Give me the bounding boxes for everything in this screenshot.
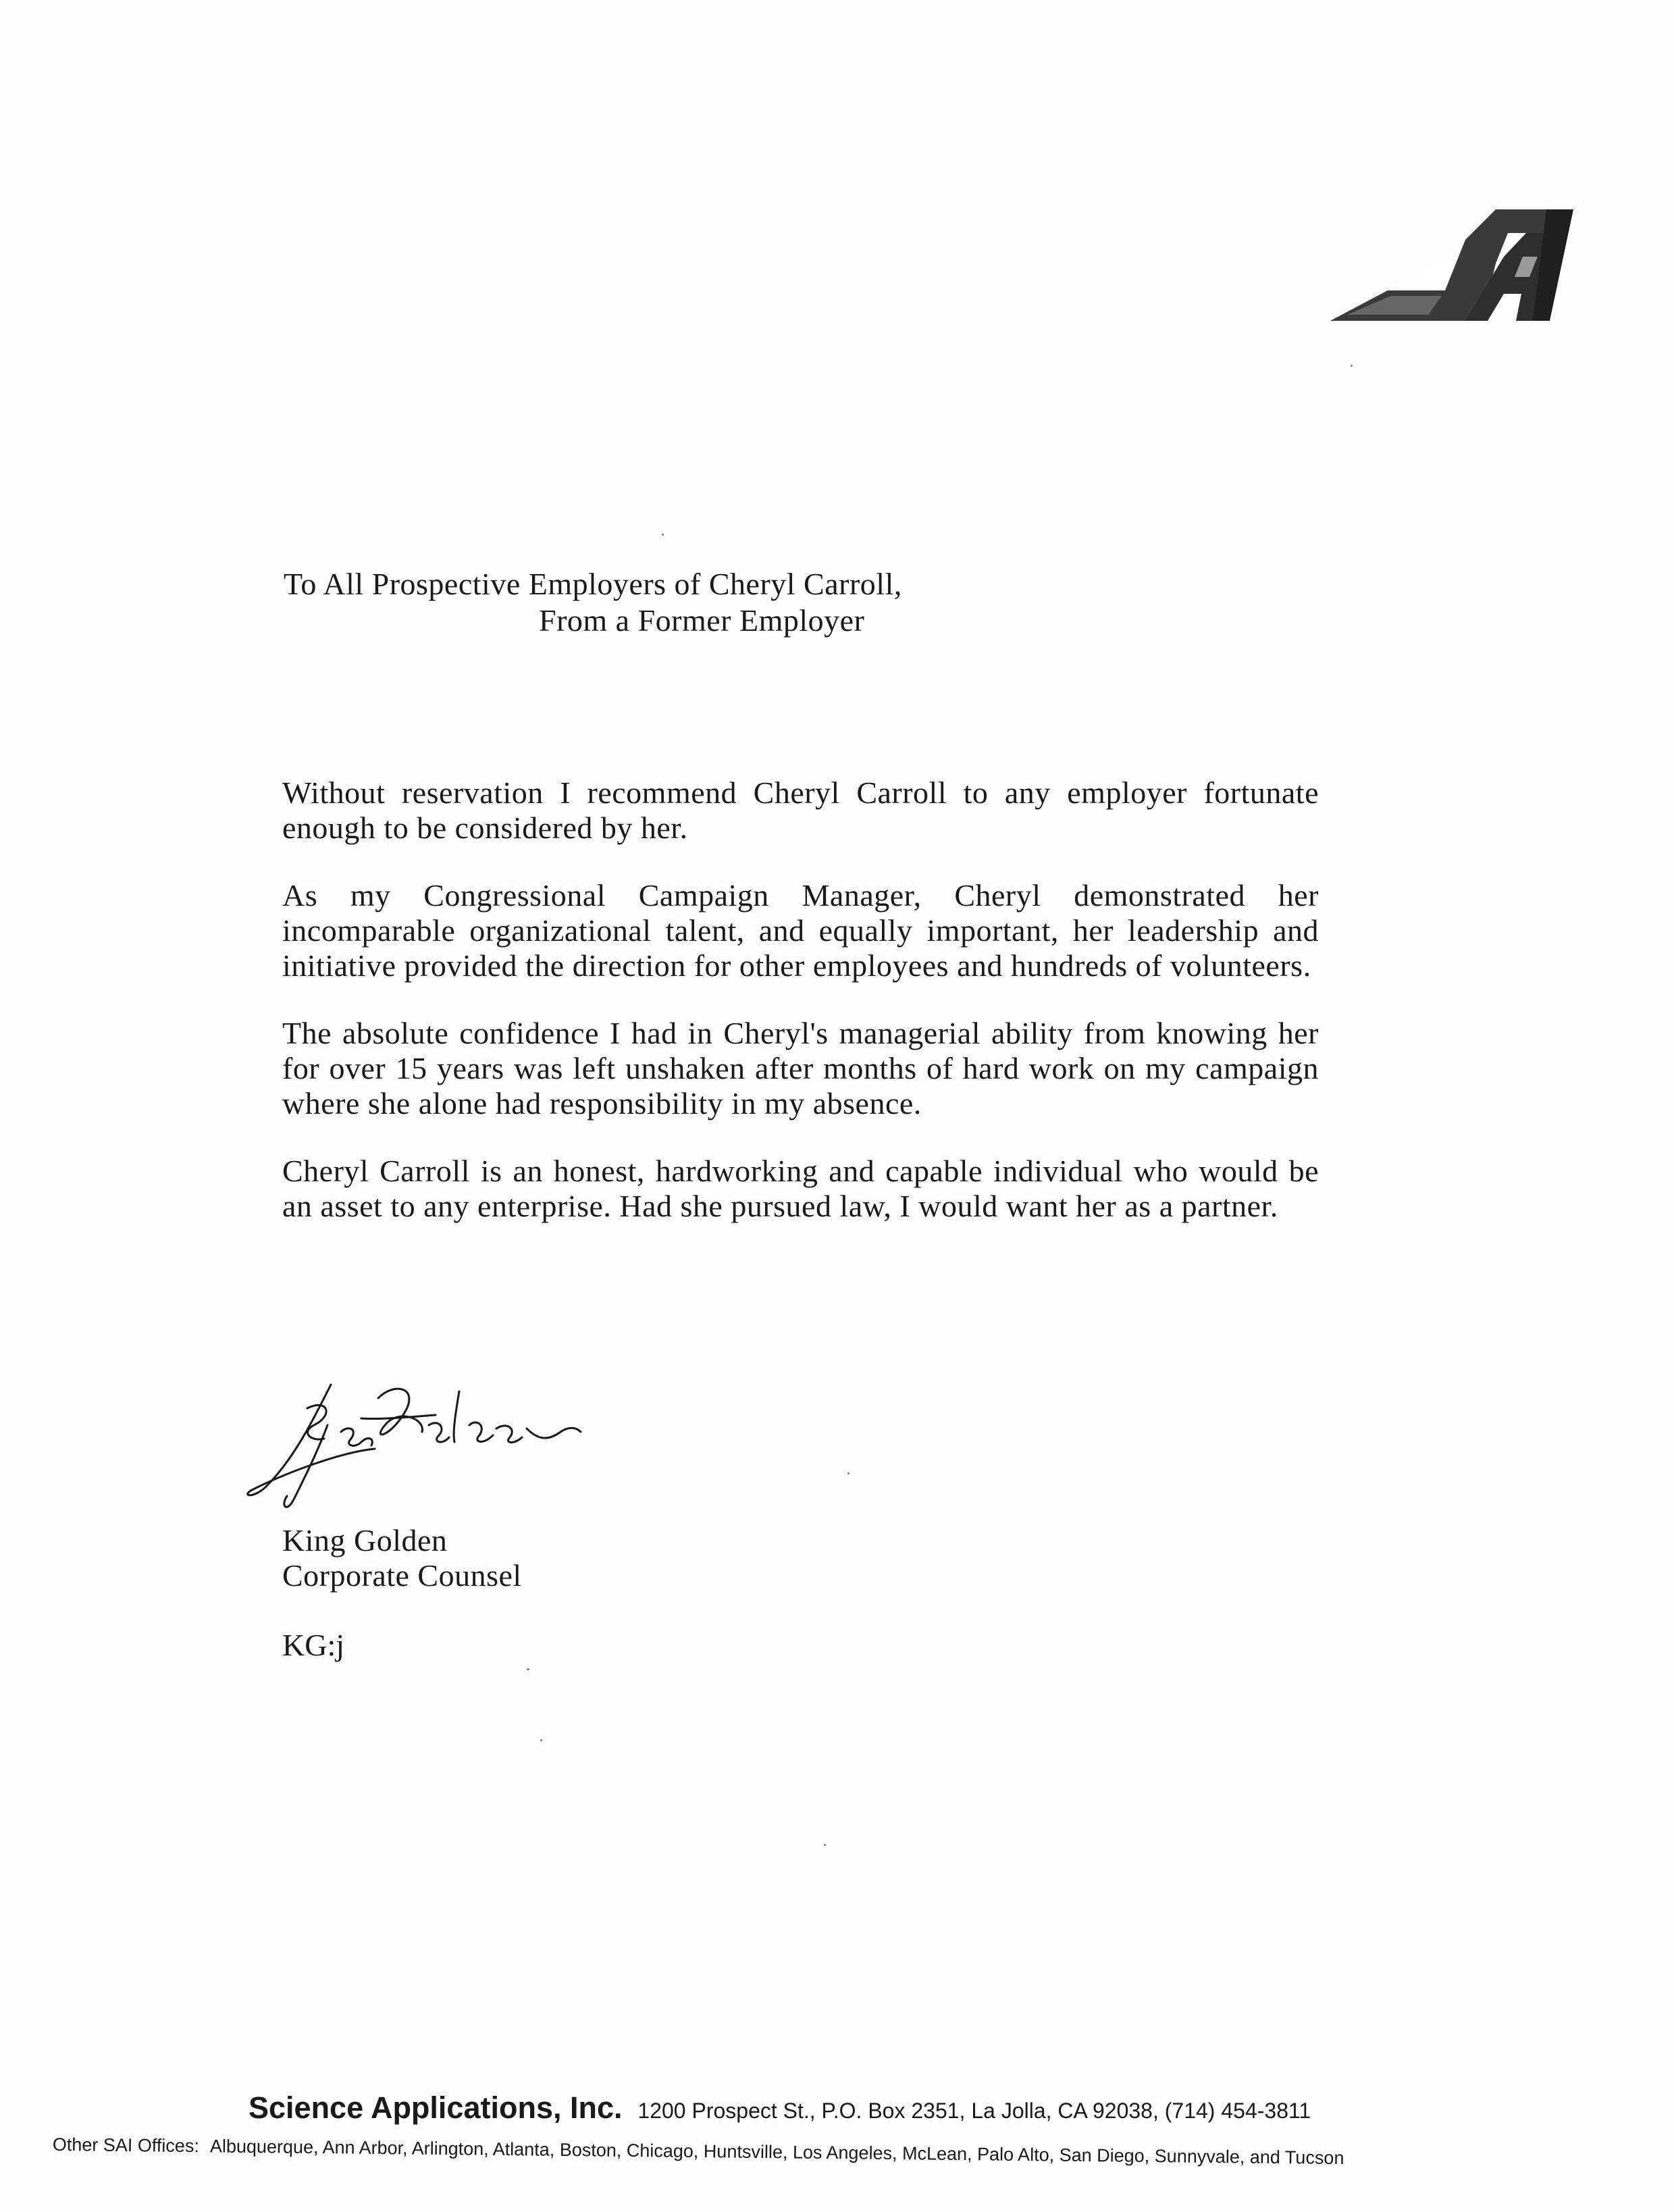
company-name: Science Applications, Inc. — [249, 2090, 623, 2125]
handwritten-signature — [240, 1378, 618, 1526]
typist-initials: KG:j — [282, 1628, 344, 1662]
scan-speck — [540, 1739, 542, 1741]
other-offices-list: Albuquerque, Ann Arbor, Arlington, Atlanta, Boston, Chicago, Huntsville, Los Angeles, McLean, Palo Alto, San Diego, Sunnyvale, and Tucson — [209, 2136, 1344, 2169]
salutation-line-1: To All Prospective Employers of Cheryl Carroll, — [284, 567, 902, 601]
letterhead-footer — [249, 2090, 1667, 2126]
paragraph-3: The absolute confidence I had in Cheryl's managerial ability from knowing her for over 15 years was left unshaken after months of hard work on my campaign where she alone had responsibility in my absence. — [282, 1016, 1319, 1121]
paragraph-4: Cheryl Carroll is an honest, hardworking and capable individual who would be an asset to any enterprise. Had she pursued law, I would want her as a partner. — [282, 1154, 1319, 1223]
scan-speck — [1351, 365, 1353, 367]
signer-name: King Golden — [282, 1523, 448, 1558]
signer-block — [282, 1523, 522, 1593]
scan-speck — [662, 534, 664, 536]
paragraph-2: As my Congressional Campaign Manager, Cheryl demonstrated her incomparable organizational talent, and equally important, her leadership and initiative provided the direction for other employees and hundreds of volunteers. — [282, 878, 1319, 983]
salutation-line-2: From a Former Employer — [539, 603, 865, 638]
scan-speck — [847, 1472, 849, 1474]
paragraph-1: Without reservation I recommend Cheryl Carroll to any employer fortunate enough to be considered by her. — [282, 775, 1319, 845]
company-address: 1200 Prospect St., P.O. Box 2351, La Jolla, CA 92038, (714) 454-3811 — [637, 2099, 1311, 2123]
signer-title: Corporate Counsel — [282, 1558, 522, 1593]
salutation — [284, 566, 902, 639]
scan-speck — [824, 1844, 826, 1846]
other-offices — [53, 2134, 1660, 2172]
other-offices-label: Other SAI Offices: — [52, 2134, 200, 2157]
letter-body — [282, 775, 1319, 1256]
scan-speck — [527, 1668, 529, 1670]
sai-logo — [1327, 182, 1573, 331]
